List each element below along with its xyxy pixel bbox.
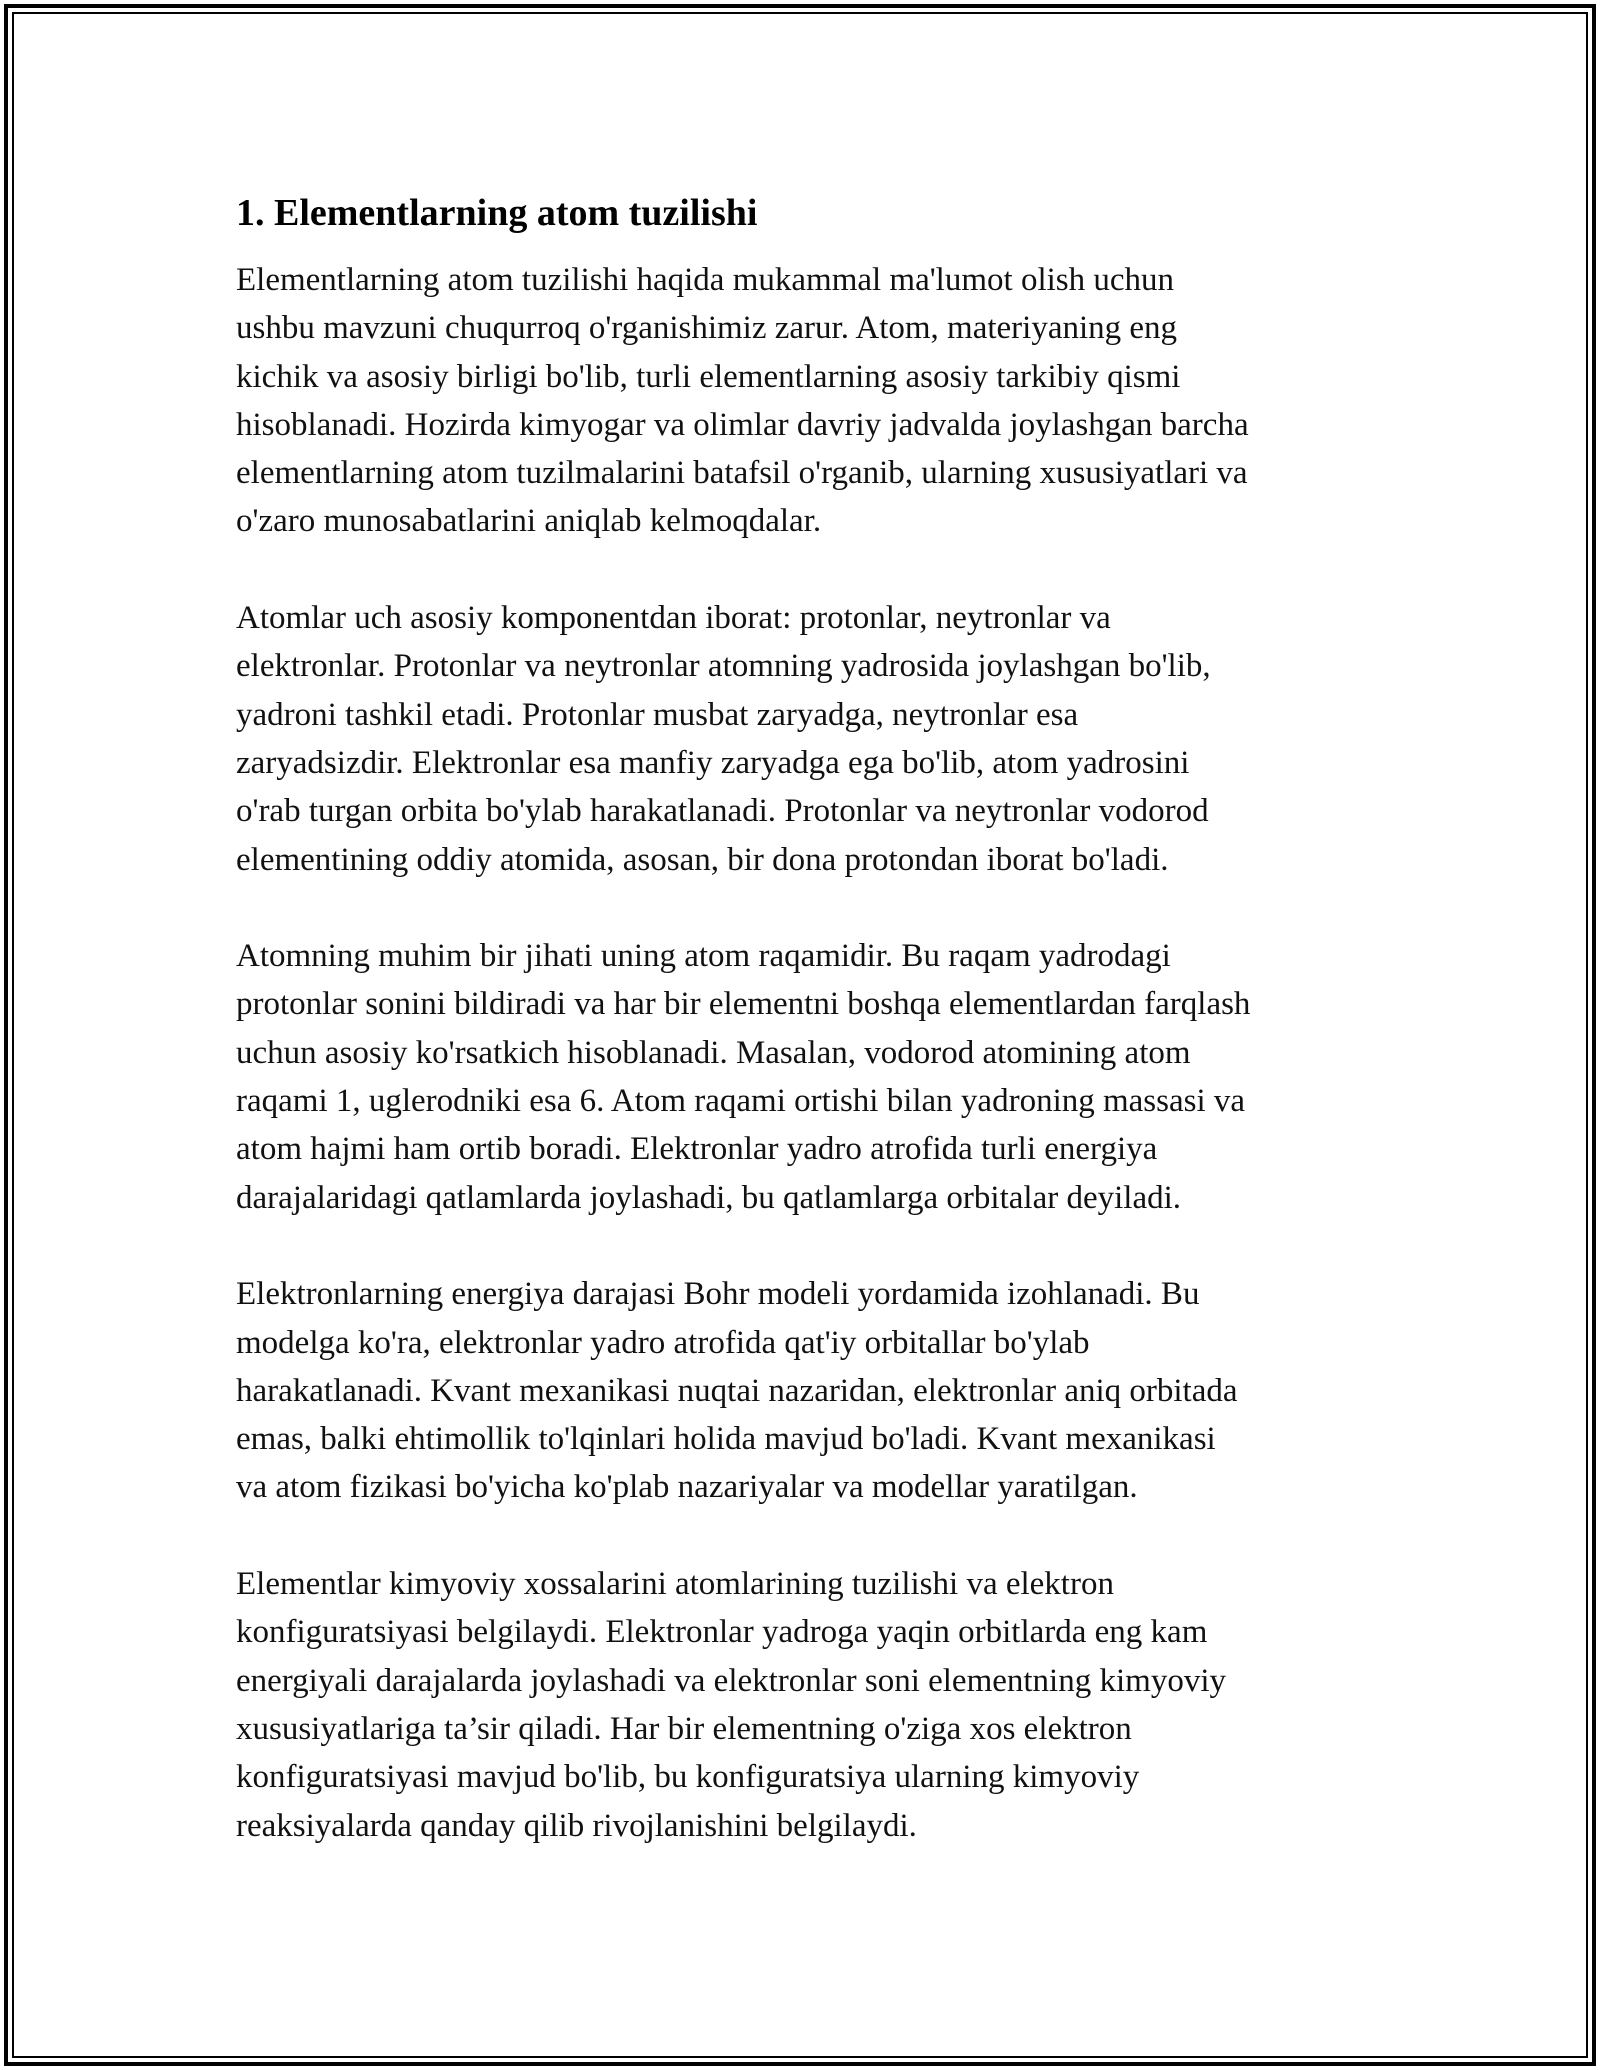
paragraph-line: Elektronlarning energiya darajasi Bohr modeli yordamida izohlanadi. Bu [236, 1276, 1200, 1313]
paragraph-line: Atomning muhim bir jihati uning atom raqamidir. Bu raqam yadrodagi [236, 938, 1171, 975]
paragraph-5 [236, 1560, 1376, 1850]
paragraph-line: zaryadsizdir. Elektronlar esa manfiy zaryadga ega bo'lib, atom yadrosini [236, 744, 1190, 781]
paragraph-line: o'zaro munosabatlarini aniqlab kelmoqdalar. [236, 503, 822, 540]
document-body [236, 186, 1376, 1898]
paragraph-line: darajalaridagi qatlamlarda joylashadi, bu qatlamlarga orbitalar deyiladi. [236, 1179, 1182, 1216]
paragraph-line: konfiguratsiyasi belgilaydi. Elektronlar yadroga yaqin orbitlarda eng kam [236, 1614, 1208, 1651]
paragraph-line: Elementlarning atom tuzilishi haqida mukammal ma'lumot olish uchun [236, 262, 1175, 298]
paragraph-line: harakatlanadi. Kvant mexanikasi nuqtai nazaridan, elektronlar aniq orbitada [236, 1372, 1238, 1409]
paragraph-line: yadroni tashkil etadi. Protonlar musbat zaryadga, neytronlar esa [236, 696, 1079, 733]
paragraph-line: protonlar sonini bildiradi va har bir elementni boshqa elementlardan farqlash [236, 986, 1251, 1023]
paragraph-line: va atom fizikasi bo'yicha ko'plab nazariyalar va modellar yaratilgan. [236, 1469, 1138, 1506]
paragraph-line: Atomlar uch asosiy komponentdan iborat: protonlar, neytronlar va [236, 600, 1111, 637]
paragraph-line: modelga ko'ra, elektronlar yadro atrofida qat'iy orbitallar bo'ylab [236, 1324, 1090, 1361]
paragraph-line: emas, balki ehtimollik to'lqinlari holida mavjud bo'ladi. Kvant mexanikasi [236, 1421, 1216, 1458]
paragraph-line: hisoblanadi. Hozirda kimyogar va olimlar davriy jadvalda joylashgan barcha [236, 406, 1249, 443]
paragraph-2 [236, 594, 1376, 884]
paragraph-line: Elementlar kimyoviy xossalarini atomlarining tuzilishi va elektron [236, 1566, 1114, 1603]
paragraph-3 [236, 932, 1376, 1222]
paragraph-line: o'rab turgan orbita bo'ylab harakatlanadi. Protonlar va neytronlar vodorod [236, 793, 1209, 830]
paragraph-line: kichik va asosiy birligi bo'lib, turli elementlarning asosiy tarkibiy qismi [236, 358, 1181, 395]
section-heading: 1. Elementlarning atom tuzilishi [236, 192, 758, 234]
paragraph-4 [236, 1270, 1376, 1511]
paragraph-line: raqami 1, uglerodniki esa 6. Atom raqami ortishi bilan yadroning massasi va [236, 1083, 1246, 1120]
paragraph-line: atom hajmi ham ortib boradi. Elektronlar yadro atrofida turli energiya [236, 1131, 1158, 1168]
paragraph-line: konfiguratsiyasi mavjud bo'lib, bu konfiguratsiya ularning kimyoviy [236, 1759, 1140, 1796]
paragraph-line: xususiyatlariga ta’sir qiladi. Har bir elementning o'ziga xos elektron [236, 1710, 1132, 1747]
paragraph-line: reaksiyalarda qanday qilib rivojlanishini belgilaydi. [236, 1807, 917, 1844]
paragraph-line: energiyali darajalarda joylashadi va elektronlar soni elementning kimyoviy [236, 1662, 1226, 1699]
paragraph-line: elementining oddiy atomida, asosan, bir dona protondan iborat bo'ladi. [236, 841, 1169, 878]
paragraph-1 [236, 256, 1376, 546]
paragraph-line: elementlarning atom tuzilmalarini batafsil o'rganib, ularning xususiyatlari va [236, 455, 1248, 492]
paragraph-line: ushbu mavzuni chuqurroq o'rganishimiz zarur. Atom, materiyaning eng [236, 310, 1178, 347]
paragraph-line: elektronlar. Protonlar va neytronlar atomning yadrosida joylashgan bo'lib, [236, 648, 1211, 685]
paragraph-line: uchun asosiy ko'rsatkich hisoblanadi. Masalan, vodorod atomining atom [236, 1034, 1191, 1071]
